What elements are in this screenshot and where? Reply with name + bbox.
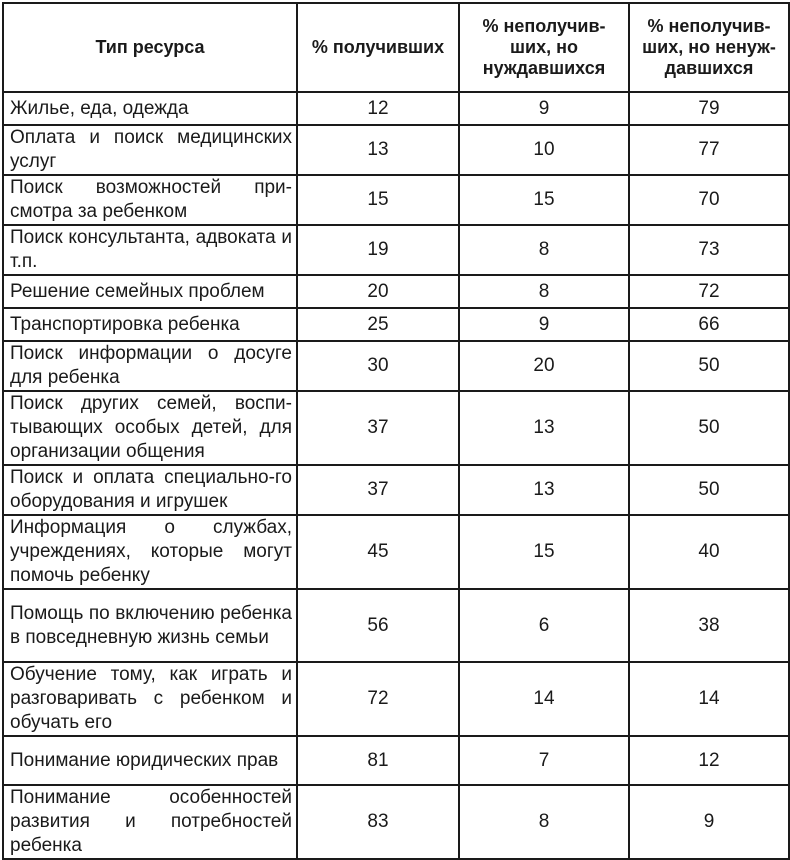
header-not-received-not-needed: % неполучив- ших, но ненуж- давшихся [629,3,789,92]
not-needed-cell: 50 [629,465,789,515]
table-row [3,175,789,225]
table-row [3,465,789,515]
not-needed-cell: 50 [629,391,789,465]
received-cell: 13 [297,125,459,175]
needed-cell: 8 [459,225,629,275]
needed-cell: 9 [459,308,629,341]
resource-name-cell: Транспортировка ребенка [3,308,297,341]
received-cell: 12 [297,92,459,125]
table-row [3,391,789,465]
received-cell: 30 [297,341,459,391]
not-needed-cell: 9 [629,785,789,859]
needed-cell: 13 [459,391,629,465]
not-needed-cell: 40 [629,515,789,589]
table-row [3,589,789,662]
not-needed-cell: 72 [629,275,789,308]
resource-name-cell: Поиск возможностей при-смотра за ребенком [3,175,297,225]
received-cell: 81 [297,736,459,785]
received-cell: 19 [297,225,459,275]
not-needed-cell: 50 [629,341,789,391]
received-cell: 45 [297,515,459,589]
header-resource-type: Тип ресурса [3,3,297,92]
received-cell: 37 [297,465,459,515]
needed-cell: 6 [459,589,629,662]
needed-cell: 20 [459,341,629,391]
needed-cell: 8 [459,275,629,308]
received-cell: 15 [297,175,459,225]
needed-cell: 13 [459,465,629,515]
table-row [3,275,789,308]
not-needed-cell: 14 [629,662,789,736]
resource-name-cell: Обучение тому, как играть и разговаривать с ребенком и обучать его [3,662,297,736]
resource-name-cell: Поиск и оплата специально-го оборудования и игрушек [3,465,297,515]
table-row [3,785,789,859]
needed-cell: 9 [459,92,629,125]
not-needed-cell: 66 [629,308,789,341]
not-needed-cell: 79 [629,92,789,125]
received-cell: 20 [297,275,459,308]
resource-name-cell: Оплата и поиск медицинских услуг [3,125,297,175]
resource-name-cell: Жилье, еда, одежда [3,92,297,125]
resource-table-container [2,2,788,860]
received-cell: 37 [297,391,459,465]
resource-name-cell: Поиск других семей, воспи-тывающих особых детей, для организации общения [3,391,297,465]
resource-name-cell: Поиск информации о досуге для ребенка [3,341,297,391]
not-needed-cell: 70 [629,175,789,225]
received-cell: 72 [297,662,459,736]
received-cell: 25 [297,308,459,341]
resource-name-cell: Понимание юридических прав [3,736,297,785]
resource-name-cell: Понимание особенностей развития и потребностей ребенка [3,785,297,859]
needed-cell: 14 [459,662,629,736]
table-row [3,515,789,589]
table-row [3,341,789,391]
received-cell: 56 [297,589,459,662]
table-row [3,92,789,125]
header-row [3,3,789,92]
resource-name-cell: Информация о службах, учреждениях, которые могут помочь ребенку [3,515,297,589]
resource-name-cell: Помощь по включению ребенка в повседневную жизнь семьи [3,589,297,662]
table-row [3,736,789,785]
header-received: % получивших [297,3,459,92]
resource-table [2,2,790,860]
table-row [3,225,789,275]
needed-cell: 10 [459,125,629,175]
not-needed-cell: 73 [629,225,789,275]
table-row [3,662,789,736]
header-not-received-needed: % неполучив- ших, но нуждавшихся [459,3,629,92]
table-row [3,308,789,341]
not-needed-cell: 77 [629,125,789,175]
resource-name-cell: Решение семейных проблем [3,275,297,308]
table-row [3,125,789,175]
not-needed-cell: 12 [629,736,789,785]
not-needed-cell: 38 [629,589,789,662]
received-cell: 83 [297,785,459,859]
needed-cell: 8 [459,785,629,859]
needed-cell: 15 [459,175,629,225]
resource-name-cell: Поиск консультанта, адвоката и т.п. [3,225,297,275]
needed-cell: 15 [459,515,629,589]
needed-cell: 7 [459,736,629,785]
